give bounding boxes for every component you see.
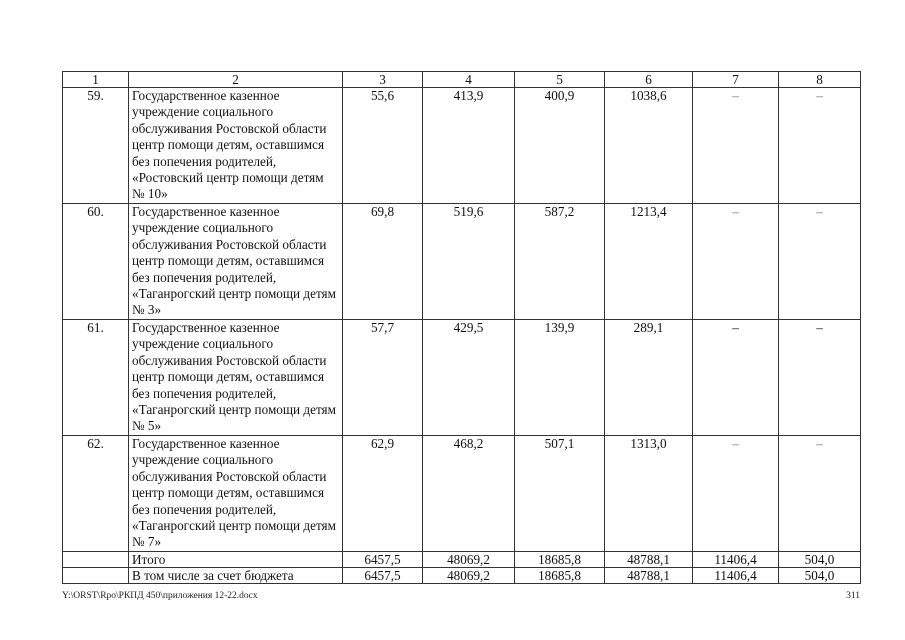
cell-value: 1038,6 <box>605 88 693 204</box>
cell-value: 62,9 <box>343 436 423 552</box>
cell-value: 1313,0 <box>605 436 693 552</box>
cell-value: 55,6 <box>343 88 423 204</box>
empty-cell <box>63 568 129 584</box>
cell-value: 507,1 <box>515 436 605 552</box>
cell-value: – <box>779 436 861 552</box>
row-number: 60. <box>63 204 129 320</box>
cell-value: 6457,5 <box>343 568 423 584</box>
column-header: 7 <box>693 72 779 88</box>
table-header-row <box>63 72 861 88</box>
cell-value: 289,1 <box>605 320 693 436</box>
total-label: Итого <box>129 552 343 568</box>
column-header: 3 <box>343 72 423 88</box>
institution-name: Государственное казенное учреждение социального обслуживания Ростовской области центр помощи детям, оставшимся без попечения родителей, «Ростовский центр помощи детям № 10» <box>129 88 343 204</box>
cell-value: – <box>693 88 779 204</box>
row-number: 61. <box>63 320 129 436</box>
cell-value: 587,2 <box>515 204 605 320</box>
cell-value: 1213,4 <box>605 204 693 320</box>
table-row-budget <box>63 568 861 584</box>
cell-value: 11406,4 <box>693 568 779 584</box>
column-header: 8 <box>779 72 861 88</box>
table-row-total <box>63 552 861 568</box>
column-header: 4 <box>423 72 515 88</box>
column-header: 2 <box>129 72 343 88</box>
file-path-footer: Y:\ORST\Rpo\РКПД 450\приложения 12-22.docx <box>62 591 258 601</box>
empty-cell <box>63 552 129 568</box>
table-row <box>63 88 861 204</box>
cell-value: 413,9 <box>423 88 515 204</box>
column-header: 5 <box>515 72 605 88</box>
cell-value: 139,9 <box>515 320 605 436</box>
cell-value: 18685,8 <box>515 552 605 568</box>
cell-value: 504,0 <box>779 552 861 568</box>
cell-value: 6457,5 <box>343 552 423 568</box>
column-header: 1 <box>63 72 129 88</box>
table-row <box>63 320 861 436</box>
cell-value: – <box>693 204 779 320</box>
institution-name: Государственное казенное учреждение социального обслуживания Ростовской области центр помощи детям, оставшимся без попечения родителей, «Таганрогский центр помощи детям № 5» <box>129 320 343 436</box>
cell-value: 11406,4 <box>693 552 779 568</box>
row-number: 62. <box>63 436 129 552</box>
budget-label: В том числе за счет бюджета <box>129 568 343 584</box>
cell-value: 57,7 <box>343 320 423 436</box>
column-header: 6 <box>605 72 693 88</box>
cell-value: 48069,2 <box>423 552 515 568</box>
cell-value: 468,2 <box>423 436 515 552</box>
cell-value: 18685,8 <box>515 568 605 584</box>
cell-value: 504,0 <box>779 568 861 584</box>
cell-value: 69,8 <box>343 204 423 320</box>
cell-value: – <box>779 88 861 204</box>
table-row <box>63 204 861 320</box>
row-number: 59. <box>63 88 129 204</box>
cell-value: – <box>779 320 861 436</box>
data-table <box>62 71 861 584</box>
institution-name: Государственное казенное учреждение социального обслуживания Ростовской области центр помощи детям, оставшимся без попечения родителей, «Таганрогский центр помощи детям № 7» <box>129 436 343 552</box>
institution-name: Государственное казенное учреждение социального обслуживания Ростовской области центр помощи детям, оставшимся без попечения родителей, «Таганрогский центр помощи детям № 3» <box>129 204 343 320</box>
cell-value: 429,5 <box>423 320 515 436</box>
table-row <box>63 436 861 552</box>
cell-value: 48069,2 <box>423 568 515 584</box>
page-number: 311 <box>846 591 860 601</box>
cell-value: – <box>779 204 861 320</box>
cell-value: 48788,1 <box>605 568 693 584</box>
cell-value: 48788,1 <box>605 552 693 568</box>
cell-value: – <box>693 320 779 436</box>
cell-value: 519,6 <box>423 204 515 320</box>
cell-value: 400,9 <box>515 88 605 204</box>
cell-value: – <box>693 436 779 552</box>
